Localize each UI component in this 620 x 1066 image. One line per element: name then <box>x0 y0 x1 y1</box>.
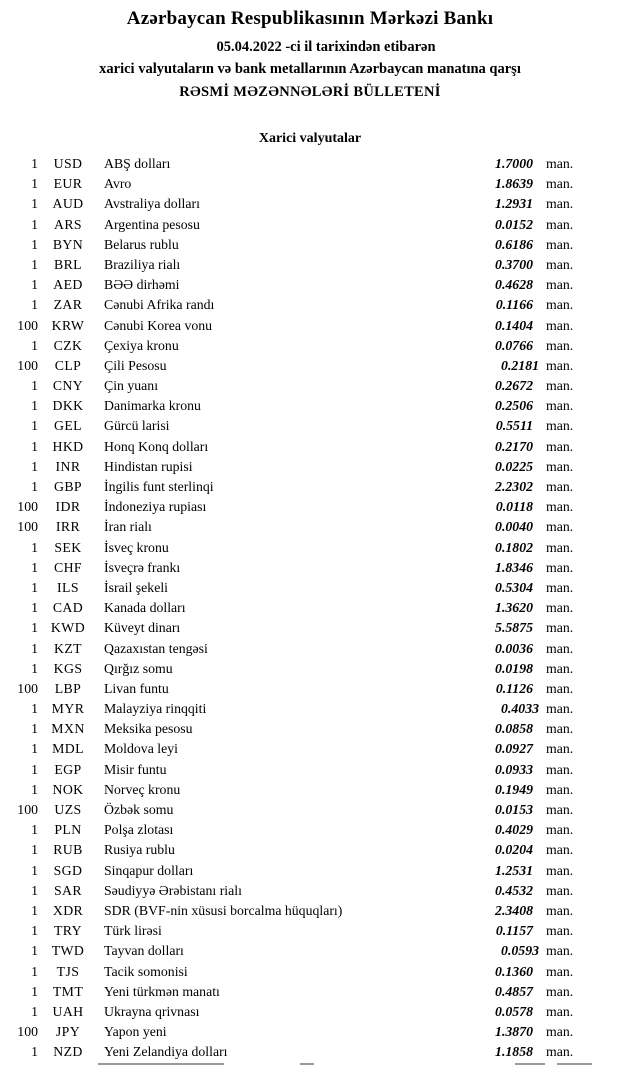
unit-label: man. <box>546 802 574 817</box>
unit-label: man. <box>546 378 574 394</box>
currency-code: PLN <box>54 822 82 838</box>
rate-value: 1.3870 <box>495 1024 533 1040</box>
rate-value: 0.0204 <box>495 842 533 858</box>
currency-code: CLP <box>54 357 82 373</box>
rate-row-ars <box>0 215 620 235</box>
unit-label: man. <box>546 943 574 959</box>
unit-label: man. <box>546 761 574 777</box>
quantity: 1 <box>31 378 38 394</box>
rate-row-rub <box>0 840 620 860</box>
currency-name: Çexiya kronu <box>104 337 179 353</box>
unit-label: man. <box>546 519 574 535</box>
currency-name: Polşa zlotası <box>104 822 174 838</box>
currency-name: Ukrayna qrivnası <box>104 1003 200 1019</box>
rate-row-inr <box>0 457 620 477</box>
rate-row-uzs <box>0 800 620 820</box>
rate-row-kwd <box>0 618 620 638</box>
rate-value: 0.4029 <box>495 822 533 838</box>
page-bottom-cutoff-row <box>0 1061 620 1066</box>
rate-row-sar <box>0 881 620 901</box>
currency-code: USD <box>53 156 83 171</box>
rate-value: 0.2181 <box>501 357 539 373</box>
currency-name: Hindistan rupisi <box>104 458 193 474</box>
rate-value: 0.0036 <box>495 640 533 656</box>
currency-code: IDR <box>55 499 81 515</box>
unit-label: man. <box>546 479 574 494</box>
unit-label: man. <box>546 882 574 898</box>
rate-value: 0.0040 <box>495 519 533 535</box>
currency-name: Tacik somonisi <box>104 963 188 979</box>
quantity: 1 <box>31 438 38 454</box>
currency-name: Qırğız somu <box>104 660 173 676</box>
unit-label: man. <box>546 256 574 272</box>
rate-row-tjs <box>0 962 620 982</box>
currency-name: Kanada dolları <box>104 600 186 616</box>
currency-name: Argentina pesosu <box>104 216 200 232</box>
quantity: 1 <box>31 983 38 999</box>
rate-value: 0.1949 <box>495 781 533 797</box>
rate-row-chf <box>0 558 620 578</box>
currency-code: BYN <box>52 236 84 252</box>
currency-code: KRW <box>51 317 85 333</box>
cutoff-text-fragment <box>98 1063 224 1065</box>
rate-row-cny <box>0 376 620 396</box>
unit-label: man. <box>546 781 574 797</box>
rate-value: 0.0766 <box>495 337 533 353</box>
currency-code: XDR <box>52 902 84 918</box>
rate-row-byn <box>0 235 620 255</box>
quantity: 1 <box>31 1003 38 1019</box>
currency-name: Rusiya rublu <box>104 842 175 858</box>
unit-label: man. <box>546 640 574 656</box>
currency-code: ILS <box>57 579 79 595</box>
currency-code: AED <box>53 277 83 293</box>
rate-value: 0.0927 <box>495 741 533 757</box>
currency-code: LBP <box>54 680 82 696</box>
unit-label: man. <box>546 701 574 717</box>
rate-row-kgs <box>0 659 620 679</box>
rate-row-cad <box>0 598 620 618</box>
quantity: 1 <box>31 761 38 777</box>
currency-name: Avro <box>104 176 132 192</box>
quantity: 1 <box>31 660 38 676</box>
currency-name: Gürcü larisi <box>104 418 170 434</box>
rate-row-idr <box>0 497 620 517</box>
currency-code: TMT <box>52 983 84 999</box>
currency-name: SDR (BVF-nin xüsusi borcalma hüquqları) <box>104 902 343 918</box>
rate-value: 0.5511 <box>495 418 533 434</box>
quantity: 1 <box>31 902 38 918</box>
currency-name: Sinqapur dolları <box>104 862 194 878</box>
exchange-rates-table <box>0 154 620 1062</box>
unit-label: man. <box>546 600 574 616</box>
currency-code: TJS <box>56 963 80 979</box>
cutoff-text-fragment <box>515 1063 545 1065</box>
rate-row-mdl <box>0 739 620 759</box>
currency-code: KGS <box>53 660 83 676</box>
rate-row-czk <box>0 336 620 356</box>
rate-value: 0.0153 <box>495 802 533 817</box>
rate-row-twd <box>0 941 620 961</box>
rate-row-gel <box>0 416 620 436</box>
unit-label: man. <box>546 357 574 373</box>
currency-code: TWD <box>51 943 85 959</box>
currency-code: MYR <box>51 701 85 717</box>
currency-code: ARS <box>53 216 83 232</box>
rate-row-sgd <box>0 861 620 881</box>
currency-code: SAR <box>53 882 83 898</box>
unit-label: man. <box>546 559 574 575</box>
quantity: 1 <box>31 741 38 757</box>
unit-label: man. <box>546 156 574 171</box>
quantity: 1 <box>31 943 38 959</box>
quantity: 1 <box>31 418 38 434</box>
rate-value: 0.0225 <box>495 458 533 474</box>
unit-label: man. <box>546 337 574 353</box>
currency-name: İsveçrə frankı <box>104 559 181 575</box>
unit-label: man. <box>546 983 574 999</box>
rate-row-nok <box>0 780 620 800</box>
rate-value: 2.3408 <box>495 902 533 918</box>
quantity: 1 <box>31 337 38 353</box>
unit-label: man. <box>546 620 574 636</box>
rate-row-zar <box>0 295 620 315</box>
rate-row-try <box>0 921 620 941</box>
currency-code: ZAR <box>53 297 83 313</box>
bulletin-title: RƏSMİ MƏZƏNNƏLƏRİ BÜLLETENİ <box>179 84 441 100</box>
unit-label: man. <box>546 923 574 939</box>
rate-value: 0.0593 <box>501 943 539 959</box>
quantity: 1 <box>31 196 38 212</box>
currency-name: Çili Pesosu <box>104 357 167 373</box>
rate-value: 5.5875 <box>495 620 533 636</box>
unit-label: man. <box>546 176 574 192</box>
currency-name: İran rialı <box>104 519 152 535</box>
quantity: 1 <box>31 398 38 414</box>
quantity: 1 <box>31 216 38 232</box>
unit-label: man. <box>546 418 574 434</box>
unit-label: man. <box>546 680 574 696</box>
currency-name: İngilis funt sterlinqi <box>104 479 214 494</box>
currency-name: ABŞ dolları <box>104 156 171 171</box>
currency-name: Yeni Zelandiya dolları <box>104 1044 228 1060</box>
quantity: 1 <box>31 277 38 293</box>
section-title-foreign-currencies: Xarici valyutalar <box>258 131 362 146</box>
quantity: 1 <box>31 297 38 313</box>
rate-row-gbp <box>0 477 620 497</box>
rate-value: 0.0933 <box>495 761 533 777</box>
quantity: 100 <box>17 1024 38 1040</box>
rate-value: 1.2531 <box>495 862 533 878</box>
rate-row-hkd <box>0 437 620 457</box>
quantity: 1 <box>31 923 38 939</box>
currency-code: EUR <box>53 176 83 192</box>
rate-row-krw <box>0 316 620 336</box>
unit-label: man. <box>546 196 574 212</box>
unit-label: man. <box>546 842 574 858</box>
currency-name: Misir funtu <box>104 761 167 777</box>
currency-name: Avstraliya dolları <box>104 196 200 212</box>
rate-row-ils <box>0 578 620 598</box>
quantity: 1 <box>31 458 38 474</box>
currency-name: İsrail şekeli <box>104 579 168 595</box>
rate-row-lbp <box>0 679 620 699</box>
currency-code: KWD <box>50 620 86 636</box>
currency-code: CNY <box>52 378 84 394</box>
currency-name: Belarus rublu <box>104 236 179 252</box>
rate-value: 0.1360 <box>495 963 533 979</box>
rate-row-dkk <box>0 396 620 416</box>
unit-label: man. <box>546 216 574 232</box>
rate-value: 1.8639 <box>495 176 533 192</box>
rate-row-mxn <box>0 719 620 739</box>
unit-label: man. <box>546 1003 574 1019</box>
rate-value: 0.1802 <box>495 539 533 555</box>
quantity: 100 <box>17 680 38 696</box>
currency-code: DKK <box>52 398 84 414</box>
quantity: 100 <box>17 802 38 817</box>
rate-value: 0.4628 <box>495 277 533 293</box>
currency-name: Tayvan dolları <box>104 943 184 959</box>
unit-label: man. <box>546 458 574 474</box>
quantity: 1 <box>31 256 38 272</box>
currency-code: NZD <box>53 1044 83 1060</box>
unit-label: man. <box>546 579 574 595</box>
quantity: 1 <box>31 701 38 717</box>
currency-code: UAH <box>52 1003 84 1019</box>
unit-label: man. <box>546 741 574 757</box>
currency-code: GBP <box>53 479 83 494</box>
rate-value: 0.1404 <box>495 317 533 333</box>
quantity: 1 <box>31 781 38 797</box>
currency-name: Braziliya rialı <box>104 256 181 272</box>
cutoff-text-fragment <box>557 1063 592 1065</box>
currency-name: Norveç kronu <box>104 781 181 797</box>
quantity: 1 <box>31 236 38 252</box>
unit-label: man. <box>546 822 574 838</box>
currency-code: TRY <box>53 923 83 939</box>
rate-row-kzt <box>0 639 620 659</box>
quantity: 1 <box>31 1044 38 1060</box>
currency-name: Danimarka kronu <box>104 398 201 414</box>
bulletin-header <box>0 0 620 101</box>
unit-label: man. <box>546 297 574 313</box>
currency-name: Yapon yeni <box>104 1024 167 1040</box>
currency-code: SGD <box>53 862 83 878</box>
quantity: 100 <box>17 357 38 373</box>
currency-code: UZS <box>54 802 82 817</box>
unit-label: man. <box>546 539 574 555</box>
quantity: 1 <box>31 176 38 192</box>
rate-value: 1.1858 <box>495 1044 533 1060</box>
quantity: 1 <box>31 539 38 555</box>
unit-label: man. <box>546 963 574 979</box>
currency-name: Səudiyyə Ərəbistanı rialı <box>104 882 242 898</box>
unit-label: man. <box>546 1044 574 1060</box>
currency-code: CHF <box>53 559 83 575</box>
quantity: 1 <box>31 842 38 858</box>
rate-row-uah <box>0 1002 620 1022</box>
quantity: 1 <box>31 882 38 898</box>
quantity: 100 <box>17 519 38 535</box>
rate-row-brl <box>0 255 620 275</box>
rate-value: 0.0198 <box>495 660 533 676</box>
rate-value: 0.0152 <box>495 216 533 232</box>
unit-label: man. <box>546 902 574 918</box>
rate-row-irr <box>0 517 620 537</box>
quantity: 100 <box>17 499 38 515</box>
rate-row-xdr <box>0 901 620 921</box>
currency-name: Özbək somu <box>104 802 174 817</box>
currency-code: MXN <box>51 721 85 737</box>
currency-code: CZK <box>53 337 83 353</box>
rate-value: 0.0578 <box>495 1003 533 1019</box>
rate-value: 0.6186 <box>495 236 533 252</box>
currency-name: Livan funtu <box>104 680 169 696</box>
quantity: 1 <box>31 862 38 878</box>
rate-value: 0.0118 <box>495 499 533 515</box>
rate-row-myr <box>0 699 620 719</box>
rate-value: 0.3700 <box>495 256 533 272</box>
rate-value: 2.2302 <box>495 479 533 494</box>
currency-name: Çin yuanı <box>104 378 159 394</box>
rate-row-clp <box>0 356 620 376</box>
rate-value: 0.0858 <box>495 721 533 737</box>
unit-label: man. <box>546 277 574 293</box>
quantity: 1 <box>31 620 38 636</box>
currency-name: Meksika pesosu <box>104 721 193 737</box>
currency-code: KZT <box>53 640 83 656</box>
unit-label: man. <box>546 721 574 737</box>
rate-row-jpy <box>0 1022 620 1042</box>
currency-code: EGP <box>54 761 82 777</box>
currency-code: SEK <box>54 539 82 555</box>
bank-name: Azərbaycan Respublikasının Mərkəzi Bankı <box>126 8 494 29</box>
currency-code: MDL <box>52 741 84 757</box>
rate-row-pln <box>0 820 620 840</box>
rate-row-aud <box>0 194 620 214</box>
quantity: 1 <box>31 822 38 838</box>
rate-value: 0.2170 <box>495 438 533 454</box>
rate-value: 1.2931 <box>495 196 533 212</box>
rate-value: 0.1166 <box>495 297 533 313</box>
rate-value: 0.2672 <box>495 378 533 394</box>
currency-name: Yeni türkmən manatı <box>104 983 220 999</box>
rate-value: 1.3620 <box>495 600 533 616</box>
currency-code: JPY <box>55 1024 81 1040</box>
quantity: 1 <box>31 156 38 171</box>
cutoff-text-fragment <box>300 1063 314 1065</box>
unit-label: man. <box>546 236 574 252</box>
currency-code: CAD <box>52 600 84 616</box>
rate-value: 0.5304 <box>495 579 533 595</box>
currency-name: Cənubi Afrika randı <box>104 297 215 313</box>
currency-code: RUB <box>53 842 83 858</box>
currency-name: Türk lirəsi <box>104 923 162 939</box>
unit-label: man. <box>546 317 574 333</box>
unit-label: man. <box>546 438 574 454</box>
rate-value: 1.7000 <box>495 156 533 171</box>
currency-name: Küveyt dinarı <box>104 620 181 636</box>
currency-name: BƏƏ dirhəmi <box>104 277 180 293</box>
quantity: 1 <box>31 559 38 575</box>
rate-value: 0.1157 <box>495 923 533 939</box>
currency-name: Qazaxıstan tengəsi <box>104 640 208 656</box>
currency-name: İndoneziya rupiası <box>104 499 207 515</box>
quantity: 1 <box>31 600 38 616</box>
quantity: 1 <box>31 640 38 656</box>
rate-row-usd <box>0 154 620 174</box>
currency-name: İsveç kronu <box>104 539 169 555</box>
quantity: 1 <box>31 479 38 494</box>
subject-line: xarici valyutaların və bank metallarının Azərbaycan manatına qarşı <box>99 61 521 77</box>
rate-value: 0.2506 <box>495 398 533 414</box>
quantity: 1 <box>31 963 38 979</box>
rate-row-eur <box>0 174 620 194</box>
unit-label: man. <box>546 660 574 676</box>
currency-code: NOK <box>52 781 84 797</box>
currency-name: Moldova leyi <box>104 741 178 757</box>
rate-value: 0.1126 <box>495 680 533 696</box>
rate-row-tmt <box>0 982 620 1002</box>
currency-code: AUD <box>52 196 84 212</box>
unit-label: man. <box>546 398 574 414</box>
currency-code: BRL <box>53 256 83 272</box>
quantity: 1 <box>31 579 38 595</box>
quantity: 1 <box>31 721 38 737</box>
currency-name: Honq Konq dolları <box>104 438 209 454</box>
currency-code: IRR <box>55 519 81 535</box>
effective-date-line: 05.04.2022 -ci il tarixindən etibarən <box>216 39 436 55</box>
rate-value: 0.4033 <box>501 701 539 717</box>
rate-value: 1.8346 <box>495 559 533 575</box>
rate-row-egp <box>0 760 620 780</box>
unit-label: man. <box>546 499 574 515</box>
rate-value: 0.4857 <box>495 983 533 999</box>
unit-label: man. <box>546 1024 574 1040</box>
rate-row-sek <box>0 538 620 558</box>
quantity: 100 <box>17 317 38 333</box>
rate-row-aed <box>0 275 620 295</box>
unit-label: man. <box>546 862 574 878</box>
currency-code: INR <box>55 458 81 474</box>
currency-name: Cənubi Korea vonu <box>104 317 213 333</box>
rate-value: 0.4532 <box>495 882 533 898</box>
currency-code: HKD <box>52 438 84 454</box>
currency-name: Malayziya rinqqiti <box>104 701 207 717</box>
currency-code: GEL <box>53 418 83 434</box>
rate-row-nzd <box>0 1042 620 1062</box>
